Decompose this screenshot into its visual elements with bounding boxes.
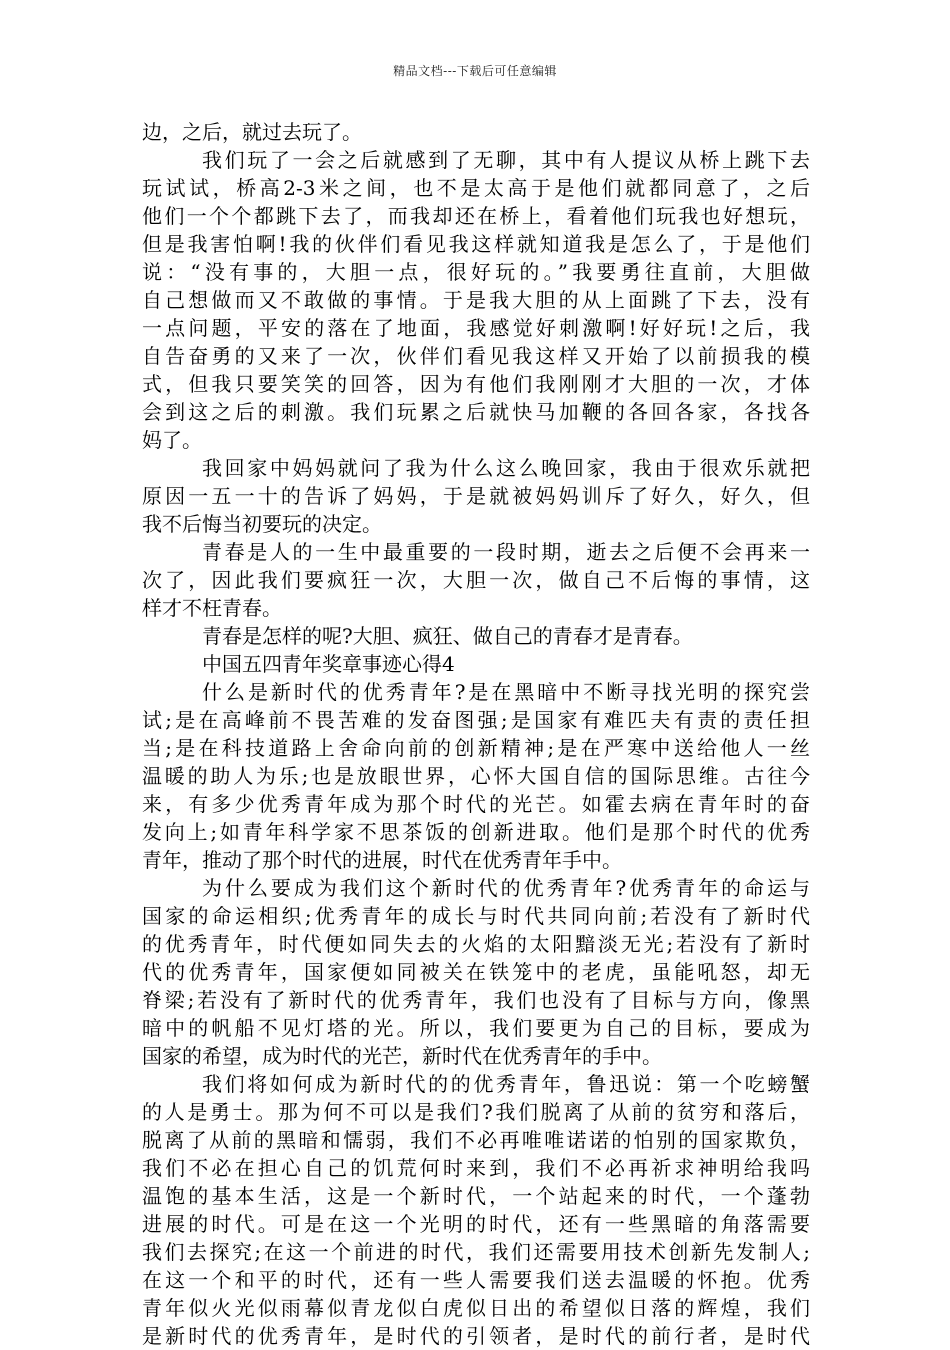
text-line: 是新时代的优秀青年，是时代的引领者，是时代的前行者，是时代: [142, 1324, 810, 1348]
text-line: 次了，因此我们要疯狂一次，大胆一次，做自己不后悔的事情，这: [142, 568, 810, 592]
text-line: 什么是新时代的优秀青年?是在黑暗中不断寻找光明的探究尝: [202, 680, 810, 704]
text-line: 国家的希望，成为时代的光芒，新时代在优秀青年的手中。: [142, 1044, 662, 1068]
text-line: 妈了。: [142, 428, 202, 452]
text-line: 自告奋勇的又来了一次，伙伴们看见我这样又开始了以前损我的模: [142, 344, 810, 368]
text-line: 试;是在高峰前不畏苦难的发奋图强;是国家有难匹夫有责的责任担: [142, 708, 810, 732]
text-line: 我回家中妈妈就问了我为什么这么晚回家，我由于很欢乐就把: [202, 456, 810, 480]
text-line: 青年似火光似雨幕似青龙似白虎似日出的希望似日落的辉煌，我们: [142, 1296, 810, 1320]
text-line: 青春是人的一生中最重要的一段时期，逝去之后便不会再来一: [202, 540, 810, 564]
text-line: 当;是在科技道路上舍命向前的创新精神;是在严寒中送给他人一丝: [142, 736, 810, 760]
text-line: 自己想做而又不敢做的事情。于是我大胆的从上面跳了下去，没有: [142, 288, 810, 312]
text-line: 的优秀青年，时代便如同失去的火焰的太阳黯淡无光;若没有了新时: [142, 932, 810, 956]
text-line: 他们一个个都跳下去了，而我却还在桥上，看着他们玩我也好想玩，: [142, 204, 810, 228]
text-line: 原因一五一十的告诉了妈妈，于是就被妈妈训斥了好久，好久，但: [142, 484, 810, 508]
text-line: 我们将如何成为新时代的的优秀青年，鲁迅说：第一个吃螃蟹: [202, 1072, 810, 1096]
text-line: 国家的命运相织;优秀青年的成长与时代共同向前;若没有了新时代: [142, 904, 810, 928]
text-line: 我们去探究;在这一个前进的时代，我们还需要用技术创新先发制人;: [142, 1240, 810, 1264]
text-line: 会到这之后的刺激。我们玩累之后就快马加鞭的各回各家，各找各: [142, 400, 810, 424]
text-line: 我们玩了一会之后就感到了无聊，其中有人提议从桥上跳下去: [202, 148, 810, 172]
text-line: 青春是怎样的呢?大胆、疯狂、做自己的青春才是青春。: [202, 624, 693, 648]
text-line: 青年，推动了那个时代的进展，时代在优秀青年手中。: [142, 848, 622, 872]
text-line: 在这一个和平的时代，还有一些人需要我们送去温暖的怀抱。优秀: [142, 1268, 810, 1292]
text-line: 我们不必在担心自己的饥荒何时来到，我们不必再祈求神明给我吗: [142, 1156, 810, 1180]
text-line: 暗中的帆船不见灯塔的光。所以，我们要更为自己的目标，要成为: [142, 1016, 810, 1040]
text-line: 式，但我只要笑笑的回答，因为有他们我刚刚才大胆的一次，才体: [142, 372, 810, 396]
text-line: 代的优秀青年，国家便如同被关在铁笼中的老虎，虽能吼怒，却无: [142, 960, 810, 984]
text-line: 的人是勇士。那为何不可以是我们?我们脱离了从前的贫穷和落后，: [142, 1100, 810, 1124]
section-heading: 中国五四青年奖章事迹心得4: [202, 652, 455, 676]
text-line: 一点问题，平安的落在了地面，我感觉好刺激啊!好好玩!之后，我: [142, 316, 810, 340]
text-line: 温饱的基本生活，这是一个新时代，一个站起来的时代，一个蓬勃: [142, 1184, 810, 1208]
text-line: 温暖的助人为乐;也是放眼世界，心怀大国自信的国际思维。古往今: [142, 764, 810, 788]
text-line: 说：“没有事的，大胆一点，很好玩的。”我要勇往直前，大胆做: [142, 260, 810, 284]
text-line: 样才不枉青春。: [142, 596, 282, 620]
page-header: 精品文档---下载后可任意编辑: [393, 64, 557, 78]
text-line: 我不后悔当初要玩的决定。: [142, 512, 382, 536]
text-line: 进展的时代。可是在这一个光明的时代，还有一些黑暗的角落需要: [142, 1212, 810, 1236]
document-body: [142, 118, 810, 1350]
text-line: 发向上;如青年科学家不思茶饭的创新进取。他们是那个时代的优秀: [142, 820, 810, 844]
text-line: 来，有多少优秀青年成为那个时代的光芒。如霍去病在青年时的奋: [142, 792, 810, 816]
text-line: 但是我害怕啊!我的伙伴们看见我这样就知道我是怎么了，于是他们: [142, 232, 810, 256]
text-line: 脊梁;若没有了新时代的优秀青年，我们也没有了目标与方向，像黑: [142, 988, 810, 1012]
text-line: 边，之后，就过去玩了。: [142, 120, 362, 144]
text-line: 玩试试，桥高2-3米之间，也不是太高于是他们就都同意了，之后: [142, 176, 810, 200]
text-line: 为什么要成为我们这个新时代的优秀青年?优秀青年的命运与: [202, 876, 810, 900]
text-line: 脱离了从前的黑暗和懦弱，我们不必再唯唯诺诺的怕别的国家欺负，: [142, 1128, 810, 1152]
